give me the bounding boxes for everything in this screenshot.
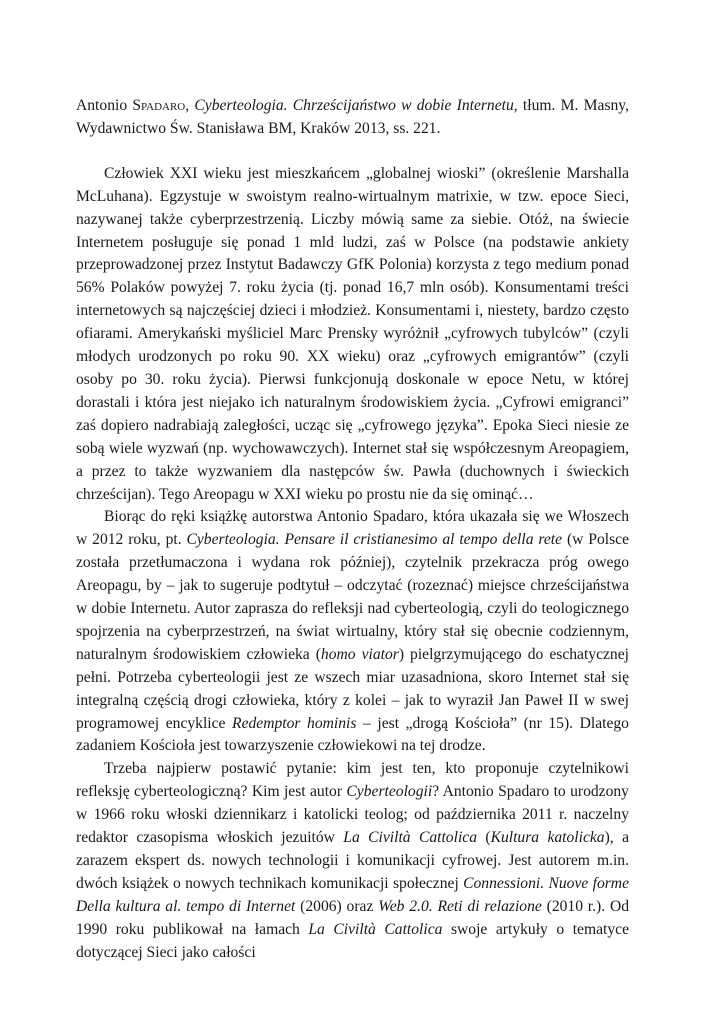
paragraph-2-text: Biorąc do ręki książkę autorstwa Antonio Spadaro, która ukazała się we Włoszech w 2012 roku, pt. [76,508,629,549]
paragraph-3-text: ? Antonio Spadaro to urodzony w 1966 roku włoski dziennikarz i katolicki teolog; od października 2011 r. naczelny redaktor czasopisma włoskich jezuitów [76,783,629,847]
citation-details: tłum. M. Masny, Wydawnictwo Św. Stanisława BM, Kraków 2013, ss. 221. [76,97,629,137]
paragraph-2-text: – jest „drogą Kościoła” (nr 15). Dlatego zadaniem Kościoła jest towarzyszenie człowiekowi na tej drodze. [76,714,629,755]
author-first-name: Antonio [76,97,133,114]
paragraph-3-text: Trzeba najpierw postawić pytanie: kim jest ten, kto proponuje czytelnikowi refleksję cyberteologiczną? Kim jest autor [76,760,629,801]
paragraph-2-text: ) pielgrzymującego do eschatycznej pełni. Potrzeba cyberteologii jest ze wszech miar uzasadniona, skoro Internet stał się integralną częścią drogi człowieka, który z kolei – jak to wyraził Jan Paweł II w swej programowej encyklice [76,645,629,732]
book-title: Cyberteologia. Chrześcijaństwo w dobie Internetu, [194,97,518,114]
paragraph-3 [76,758,629,964]
journal-title-2: La Civiltà Cattolica [308,920,443,938]
paragraph-3-text: (2010 r.). Od 1990 roku publikował na łamach [76,897,629,938]
journal-title: La Civiltà Cattolica [343,829,477,847]
paragraph-1 [76,163,629,507]
book-citation [76,95,629,141]
paragraph-3-text: ( [477,829,491,847]
original-title: Cyberteologia. Pensare il cristianesimo al tempo della rete [186,531,563,549]
book-title-web20: Web 2.0. Reti di relazione [378,897,542,915]
paragraph-3-text: ), a zarazem ekspert ds. nowych technologii i komunikacji cyfrowej. Jest autorem m.in. dwóch książek o nowych technikach komunikacji społecznej [76,829,629,892]
latin-term: homo viator [320,645,399,663]
citation-separator: , [185,97,195,114]
book-title-ref: Cyberteologii [346,783,433,801]
author-last-name: Spadaro [132,97,186,114]
paragraph-3-text: swoje artykuły o tematyce dotyczącej Sieci jako całości [76,920,629,961]
paragraph-2 [76,506,629,758]
paragraph-2-text: (w Polsce została przetłumaczona i wydana rok później), czytelnik przekracza próg owego Areopagu, by – jak to sugeruje podtytuł – odczytać (rozeznać) miejsce chrześcijaństwa w dobie Internetu. Autor zaprasza do refleksji nad cyberteologią, czyli do teologicznego spojrzenia na cyberprzestrzeń, na świat wirtualny, który stał się obecnie codziennym, naturalnym środowiskiem człowieka ( [76,531,629,663]
paragraph-1-text: Człowiek XXI wieku jest mieszkańcem „globalnej wioski” (określenie Marshalla McLuhana). Egzystuje w swoistym realno-wirtualnym matrixie, w tzw. epoce Sieci, nazywanej także cyberprzestrzenią. Liczby mówią same za siebie. Otóż, na świecie Internetem posługuje się ponad 1 mld ludzi, zaś w Polsce (na podstawie ankiety przeprowadzonej przez Instytut Badawczy GfK Polonia) korzysta z tego medium ponad 56% Polaków powyżej 7. roku życia (tj. ponad 16,7 mln osób). Konsumentami treści internetowych są najczęściej dzieci i młodzież. Konsumentami i, niestety, bardzo często ofiarami. Amerykański myśliciel Marc Prensky wyróżnił „cyfrowych tubylców” (czyli młodych urodzonych po roku 90. XX wieku) oraz „cyfrowych emigrantów” (czyli osoby po 30. roku życia). Pierwsi funkcjonują doskonale w epoce Netu, w której dorastali i która jest niejako ich naturalnym środowiskiem życia. „Cyfrowi emigranci” zaś dopiero nadrabiają zaległości, ucząc się „cyfrowego języka”. Epoka Sieci niesie ze sobą wiele wyzwań (np. wychowawczych). Internet stał się współczesnym Areopagiem, a przez to także wyzwaniem dla następców św. Pawła (duchownych i świeckich chrześcijan). Tego Areopagu w XXI wieku po prostu nie da się ominąć… [76,164,629,503]
encyclical-title: Redemptor hominis [232,714,357,732]
paragraph-3-text: (2006) oraz [295,897,379,915]
journal-title-translation: Kultura katolicka [490,829,605,847]
book-title-connessioni: Connessioni. Nuove forme Della kultura al. tempo di Internet [76,874,629,915]
review-page [76,95,629,965]
